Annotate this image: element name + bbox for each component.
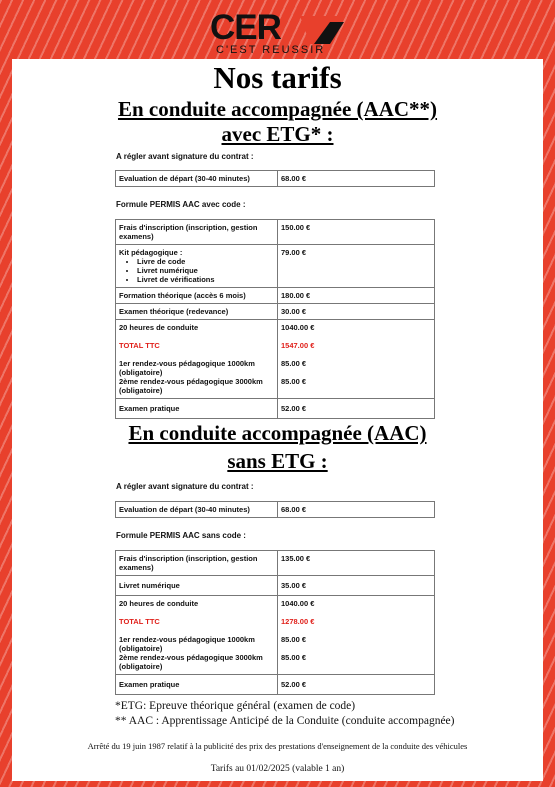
hours-label: 20 heures de conduite bbox=[119, 599, 199, 608]
table-row bbox=[116, 245, 435, 288]
total-price: 1547.00 € bbox=[281, 341, 315, 350]
footnote-aac: ** AAC : Apprentissage Anticipé de la Conduite (conduite accompagnée) bbox=[115, 715, 455, 727]
table-row bbox=[116, 502, 435, 518]
theory-label: Formation théorique (accès 6 mois) bbox=[116, 288, 278, 304]
section1-eval-table bbox=[115, 170, 435, 187]
kit-label: Kit pédagogique : bbox=[119, 248, 183, 257]
section1-price-table bbox=[115, 219, 435, 419]
section1-heading-line2: avec ETG* : bbox=[221, 122, 334, 146]
section2-eval-table bbox=[115, 501, 435, 518]
hours-cell bbox=[116, 320, 278, 399]
hours-price: 1040.00 € bbox=[281, 323, 315, 332]
table-row bbox=[116, 220, 435, 245]
kit-price: 79.00 € bbox=[278, 245, 435, 288]
exam-theory-price: 30.00 € bbox=[278, 304, 435, 320]
table-row bbox=[116, 288, 435, 304]
hours-label: 20 heures de conduite bbox=[119, 323, 199, 332]
kit-list bbox=[119, 257, 274, 284]
section1-heading-line1: En conduite accompagnée (AAC**) bbox=[117, 97, 438, 121]
fees-price: 150.00 € bbox=[278, 220, 435, 245]
eval-price: 68.00 € bbox=[278, 502, 435, 518]
total-price: 1278.00 € bbox=[281, 617, 315, 626]
section2-heading-line2: sans ETG : bbox=[227, 449, 328, 473]
table-row bbox=[116, 596, 435, 675]
booklet-label: Livret numérique bbox=[116, 576, 278, 596]
exam-practical-label: Examen pratique bbox=[116, 675, 278, 695]
validity-note: Tarifs au 01/02/2025 (valable 1 an) bbox=[210, 764, 345, 774]
total-label: TOTAL TTC bbox=[119, 341, 160, 350]
hours-price-cell bbox=[278, 596, 435, 675]
chevron-logo-icon bbox=[300, 16, 344, 44]
price-sheet bbox=[12, 59, 543, 781]
exam-practical-price: 52.00 € bbox=[278, 399, 435, 419]
hours-price-cell bbox=[278, 320, 435, 399]
theory-price: 180.00 € bbox=[278, 288, 435, 304]
page-title: Nos tarifs bbox=[213, 60, 342, 95]
hours-price: 1040.00 € bbox=[281, 599, 315, 608]
rdv2-price: 85.00 € bbox=[281, 377, 307, 386]
logo-wordmark: CER bbox=[210, 8, 281, 47]
exam-practical-label: Examen pratique bbox=[116, 399, 278, 419]
rdv1-price: 85.00 € bbox=[281, 635, 307, 644]
rdv2-label: 2ème rendez-vous pédagogique 3000km (obligatoire) bbox=[119, 653, 263, 671]
fees-label: Frais d'inscription (inscription, gestion examens) bbox=[116, 551, 278, 576]
section2-price-table bbox=[115, 550, 435, 695]
fees-label: Frais d'inscription (inscription, gestion examens) bbox=[116, 220, 278, 245]
kit-cell bbox=[116, 245, 278, 288]
table-row bbox=[116, 675, 435, 695]
list-item: • Livret numérique bbox=[137, 266, 274, 275]
list-item: • Livre de code bbox=[137, 257, 274, 266]
decree-note: Arrêté du 19 juin 1987 relatif à la publicité des prix des prestations d'enseignement de la conduite des véhicules bbox=[87, 741, 468, 751]
rdv1-price: 85.00 € bbox=[281, 359, 307, 368]
total-label: TOTAL TTC bbox=[119, 617, 160, 626]
booklet-price: 35.00 € bbox=[278, 576, 435, 596]
rdv2-label: 2ème rendez-vous pédagogique 3000km (obligatoire) bbox=[119, 377, 263, 395]
rdv1-label: 1er rendez-vous pédagogique 1000km (obligatoire) bbox=[119, 635, 255, 653]
table-row bbox=[116, 551, 435, 576]
section2-formula-label: Formule PERMIS AAC sans code : bbox=[116, 531, 246, 540]
logo bbox=[0, 6, 555, 58]
eval-price: 68.00 € bbox=[278, 171, 435, 187]
table-row bbox=[116, 320, 435, 399]
table-row bbox=[116, 576, 435, 596]
section2-heading-line1: En conduite accompagnée (AAC) bbox=[128, 421, 427, 445]
section2-note-contract: A régler avant signature du contrat : bbox=[116, 482, 254, 491]
section1-formula-label: Formule PERMIS AAC avec code : bbox=[116, 200, 246, 209]
table-row bbox=[116, 171, 435, 187]
footnote-etg: *ETG: Epreuve théorique général (examen de code) bbox=[115, 700, 356, 712]
fees-price: 135.00 € bbox=[278, 551, 435, 576]
table-row bbox=[116, 304, 435, 320]
exam-theory-label: Examen théorique (redevance) bbox=[116, 304, 278, 320]
eval-label: Evaluation de départ (30-40 minutes) bbox=[116, 171, 278, 187]
list-item: • Livret de vérifications bbox=[137, 275, 274, 284]
table-row bbox=[116, 399, 435, 419]
logo-tagline: C'EST REUSSIR bbox=[216, 44, 326, 56]
section1-note-contract: A régler avant signature du contrat : bbox=[116, 152, 254, 161]
exam-practical-price: 52.00 € bbox=[278, 675, 435, 695]
rdv1-label: 1er rendez-vous pédagogique 1000km (obligatoire) bbox=[119, 359, 255, 377]
rdv2-price: 85.00 € bbox=[281, 653, 307, 662]
eval-label: Evaluation de départ (30-40 minutes) bbox=[116, 502, 278, 518]
hours-cell bbox=[116, 596, 278, 675]
